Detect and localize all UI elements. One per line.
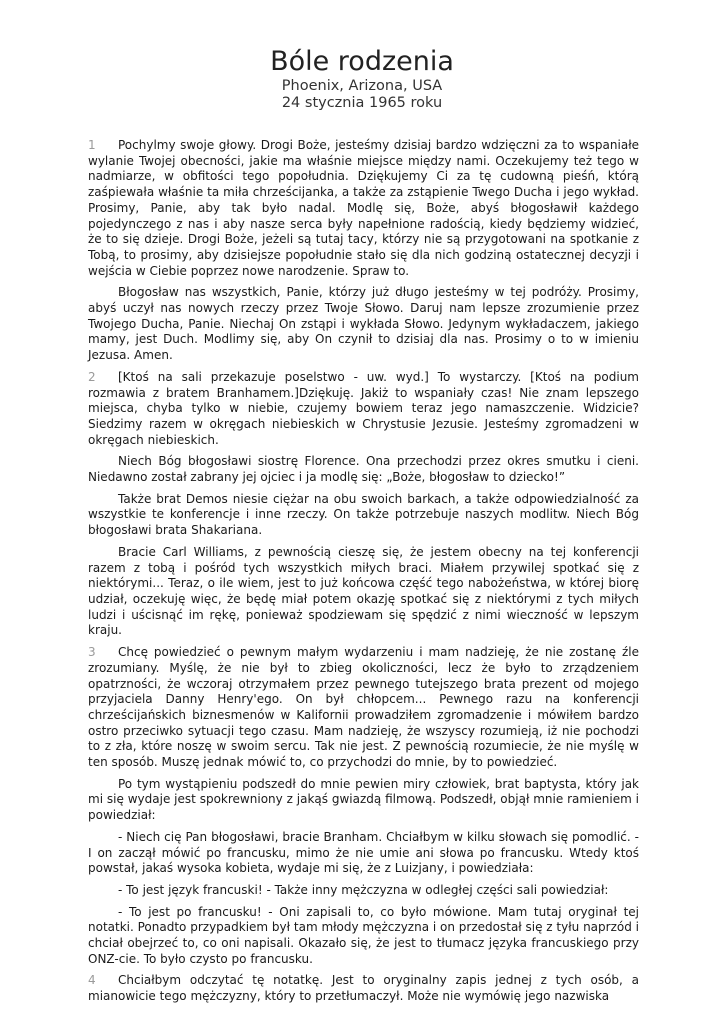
paragraph xyxy=(88,454,639,485)
paragraph-number: 2 xyxy=(88,369,96,384)
paragraph-text: Po tym wystąpieniu podszedł do mnie pewien miry człowiek, brat baptysta, który jak mi się wydaje jest spokrewniony z jakąś gwiazdą filmową. Podszedł, objął mnie ramieniem i powiedział: xyxy=(88,776,639,823)
paragraph xyxy=(88,285,639,364)
paragraph xyxy=(88,645,639,771)
sermon-location: Phoenix, Arizona, USA xyxy=(281,78,443,94)
paragraph-text: Bracie Carl Williams, z pewnością cieszę się, że jestem obecny na tej konferencji razem z tobą i pośród tych wszystkich miłych braci. Miałem przywilej spotkać się z niektórymi... Teraz, o ile wiem, jest to już końcowa część tego nabożeństwa, w której biorę udział, oczekuję więc, że będę miał potem okazję spotkać się z niektórymi z tych miłych ludzi i uścisnąć im rękę, ponieważ spodziewam się spędzić z nimi wieczność w lepszym kraju. xyxy=(88,544,639,638)
paragraph xyxy=(88,973,639,1004)
paragraph-text: - Niech cię Pan błogosławi, bracie Branham. Chciałbym w kilku słowach się pomodlić. - I on zaczął mówić po francusku, mimo że nie umie ani słowa po francusku. Wtedy ktoś powstał, jakaś wysoka kobieta, wydaje mi się, że z Luizjany, i powiedziała: xyxy=(88,829,639,876)
paragraph xyxy=(88,138,639,279)
paragraph-text: Chcę powiedzieć o pewnym małym wydarzeniu i mam nadzieję, że nie zostanę źle zrozumiany. Myślę, że nie był to zbieg okoliczności, lecz że było to zrządzeniem opatrzności, że wczoraj otrzymałem przez pewnego tutejszego brata prezent od mojego przyjaciela Danny Henry'ego. On był chłopcem... Pewnego razu na konferencji chrześcijańskich biznesmenów w Kalifornii prowadziłem zgromadzenie i mówiłem bardzo ostro przeciwko sytuacji tego czasu. Mam nadzieję, że wszyscy rozumieją, iż nie pochodzi to z zła, które noszę w swoim sercu. Tak nie jest. Z pewnością rozumiecie, że nie myślę w ten sposób. Muszę jednak mówić to, co przychodzi do mnie, by to powiedzieć. xyxy=(88,645,639,770)
document-body xyxy=(88,138,639,1011)
paragraph-number: 3 xyxy=(88,645,96,660)
paragraph-text: Niech Bóg błogosławi siostrę Florence. Ona przechodzi przez okres smutku i cieni. Niedawno został zabrany jej ojciec i ja modlę się: „Boże, błogosław to dziecko!” xyxy=(88,454,639,485)
paragraph-text: Błogosław nas wszystkich, Panie, którzy już długo jesteśmy w tej podróży. Prosimy, abyś uczył nas nowych rzeczy przez Twoje Słowo. Daruj nam lepsze zrozumienie przez Twojego Ducha, Panie. Niechaj On zstąpi i wykłada Słowo. Jedynym wykładaczem, jakiego mamy, jest Duch. Modlimy się, aby On czynił to dzisiaj dla nas. Prosimy o to w imieniu Jezusa. Amen. xyxy=(88,285,639,363)
paragraph xyxy=(88,492,639,539)
paragraph xyxy=(88,905,639,968)
document-header xyxy=(0,46,724,112)
paragraph-text: Także brat Demos niesie ciężar na obu swoich barkach, a także odpowiedzialność za wszystkie te konferencje i inne rzeczy. On także potrzebuje naszych modlitw. Niech Bóg błogosławi brata Shakariana. xyxy=(88,491,639,538)
paragraph xyxy=(88,545,639,639)
paragraph-text: Chciałbym odczytać tę notatkę. Jest to oryginalny zapis jednej z tych osób, a mianowicie tego mężczyzny, który to przetłumaczył. Może nie wymówię jego nazwiska xyxy=(88,973,639,1004)
paragraph-text: Pochylmy swoje głowy. Drogi Boże, jesteśmy dzisiaj bardzo wdzięczni za to wspaniałe wylanie Twojej obecności, jakie ma właśnie miejsce między nami. Oczekujemy też tego w nadmiarze, w obfitości tego popołudnia. Dziękujemy Ci za tę cudowną pieśń, którą zaśpiewała właśnie ta miła chrześcijanka, a także za zstąpienie Twego Ducha i jego wykład. Prosimy, Panie, aby tak było nadal. Modlę się, Boże, abyś błogosławił każdego pojedynczego z nas i aby nasze serca były napełnione radością, kiedy będziemy widzieć, że to się dzieje. Drogi Boże, jeżeli są tutaj tacy, którzy nie są przygotowani na spotkanie z Tobą, to prosimy, aby dzisiejsze popołudnie stało się dla nich godziną ostatecznej decyzji i wejścia w Ciebie poprzez nowe narodzenie. Spraw to. xyxy=(88,138,639,278)
sermon-title: Bóle rodzenia xyxy=(270,46,454,77)
paragraph-number: 1 xyxy=(88,138,96,152)
sermon-date: 24 stycznia 1965 roku xyxy=(281,95,443,111)
paragraph xyxy=(88,777,639,824)
paragraph-number: 4 xyxy=(88,973,96,988)
paragraph-text: - To jest język francuski! - Także inny mężczyzna w odległej części sali powiedział: xyxy=(118,882,609,897)
paragraph-text: - To jest po francusku! - Oni zapisali to, co było mówione. Mam tutaj oryginał tej notatki. Ponadto przypadkiem był tam młody mężczyzna i on przedostał się z tyłu naprzód i chciał obejrzeć to, co oni napisali. Okazało się, że jest to tłumacz języka francuskiego przy ONZ-cie. To było czysto po francusku. xyxy=(88,904,639,966)
paragraph-text: [Ktoś na sali przekazuje poselstwo - uw. wyd.] To wystarczy. [Ktoś na podium rozmawia z bratem Branhamem.]Dziękuję. Jakiż to wspaniały czas! Nie znam lepszego miejsca, chyba tylko w niebie, czujemy bowiem teraz jego namaszczenie. Widzicie? Siedzimy razem w okręgach niebieskich w Chrystusie Jezusie. Jesteśmy zgromadzeni w okręgach niebieskich. xyxy=(88,369,639,447)
paragraph xyxy=(88,830,639,877)
paragraph xyxy=(88,370,639,449)
paragraph xyxy=(88,883,639,899)
